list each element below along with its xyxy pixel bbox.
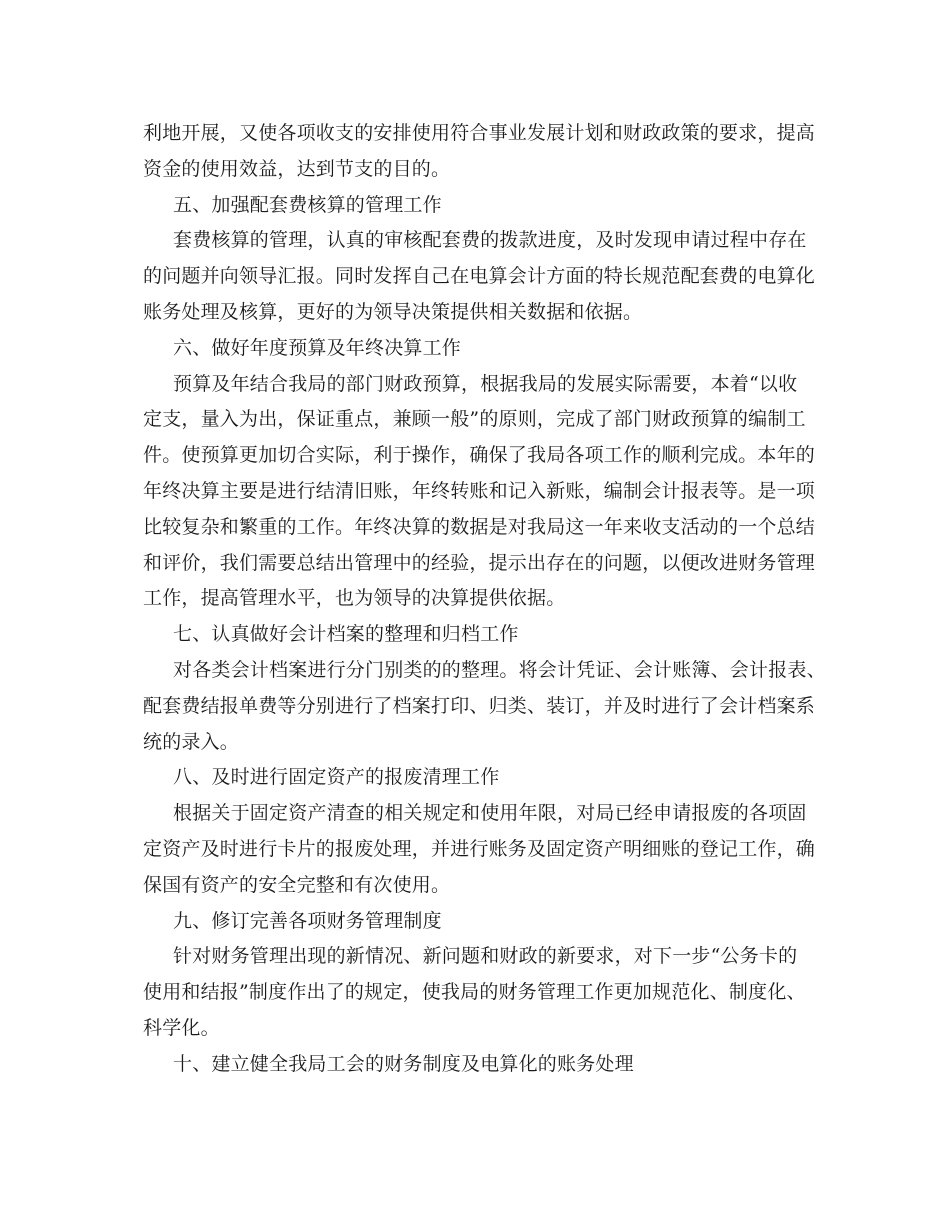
paragraph-line: 定支，量入为出，保证重点，兼顾一般”的原则，完成了部门财政预算的编制工 bbox=[143, 408, 806, 431]
paragraph-start-line: 六、做好年度预算及年终决算工作 bbox=[173, 336, 462, 359]
paragraph-start-line: 对各类会计档案进行分门别类的的整理。将会计凭证、会计账簿、会计报表、 bbox=[173, 658, 826, 681]
paragraph-line: 比较复杂和繁重的工作。年终决算的数据是对我局这一年来收支活动的一个总结 bbox=[143, 515, 816, 538]
paragraph-start-line: 九、修订完善各项财务管理制度 bbox=[173, 909, 442, 932]
paragraph-start-line: 根据关于固定资产清查的相关规定和使用年限，对局已经申请报废的各项固 bbox=[173, 802, 807, 825]
paragraph-line: 账务处理及核算，更好的为领导决策提供相关数据和依据。 bbox=[143, 300, 643, 323]
paragraph-start-line: 套费核算的管理，认真的审核配套费的拨款进度，及时发现申请过程中存在 bbox=[173, 229, 807, 252]
paragraph-start-line: 预算及年结合我局的部门财政预算，根据我局的发展实际需要，本着“以收 bbox=[173, 372, 798, 395]
paragraph-start-line: 七、认真做好会计档案的整理和归档工作 bbox=[173, 623, 519, 646]
paragraph-start-line: 八、及时进行固定资产的报废清理工作 bbox=[173, 766, 500, 789]
paragraph-line: 配套费结报单费等分别进行了档案打印、归类、装订，并及时进行了会计档案系 bbox=[143, 694, 816, 717]
paragraph-line: 科学化。 bbox=[143, 1016, 220, 1039]
paragraph-line: 利地开展，又使各项收支的安排使用符合事业发展计划和财政政策的要求，提高 bbox=[143, 122, 816, 144]
paragraph-line: 和评价，我们需要总结出管理中的经验，提示出存在的问题，以便改进财务管理 bbox=[143, 551, 816, 574]
paragraph-line: 资金的使用效益，达到节支的目的。 bbox=[143, 157, 451, 180]
paragraph-line: 定资产及时进行卡片的报废处理，并进行账务及固定资产明细账的登记工作，确 bbox=[143, 837, 816, 860]
paragraph-line: 使用和结报”制度作出了的规定，使我局的财务管理工作更加规范化、制度化、 bbox=[143, 981, 806, 1004]
paragraph-start-line: 十、建立健全我局工会的财务制度及电算化的账务处理 bbox=[173, 1052, 634, 1075]
paragraph-line: 年终决算主要是进行结清旧账，年终转账和记入新账，编制会计报表等。是一项 bbox=[143, 479, 816, 502]
paragraph-line: 件。使预算更加切合实际，利于操作，确保了我局各项工作的顺利完成。本年的 bbox=[143, 444, 816, 467]
paragraph-line: 保国有资产的安全完整和有次使用。 bbox=[143, 873, 451, 896]
paragraph-line: 的问题并向领导汇报。同时发挥自己在电算会计方面的特长规范配套费的电算化 bbox=[143, 265, 816, 288]
paragraph-start-line: 五、加强配套费核算的管理工作 bbox=[173, 193, 442, 216]
document-body bbox=[143, 116, 826, 1083]
paragraph-line: 工作，提高管理水平，也为领导的决算提供依据。 bbox=[143, 587, 566, 610]
paragraph-start-line: 针对财务管理出现的新情况、新问题和财政的新要求，对下一步“公务卡的 bbox=[173, 945, 798, 968]
paragraph-line: 统的录入。 bbox=[143, 730, 240, 753]
